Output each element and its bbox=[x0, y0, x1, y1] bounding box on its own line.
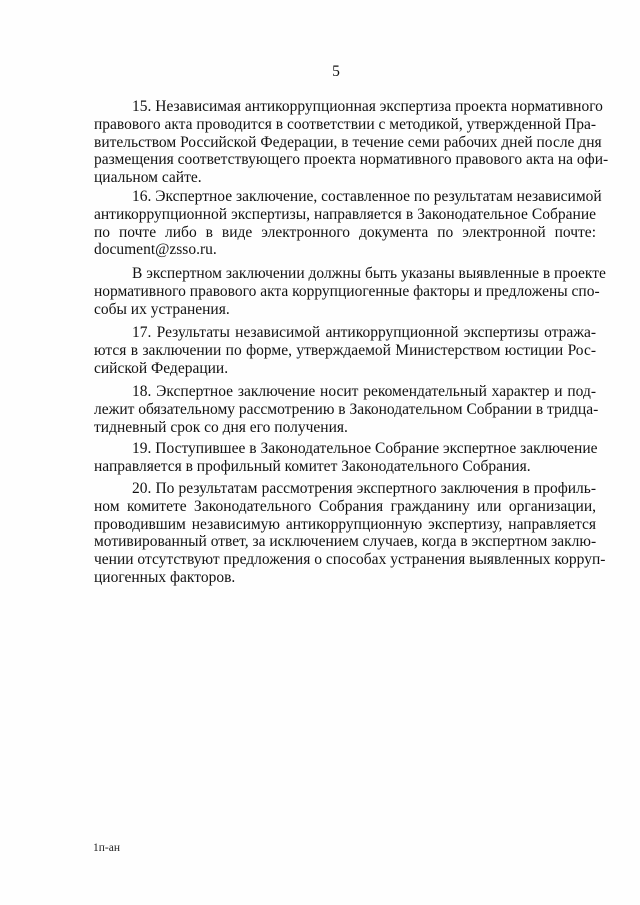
paragraph-line: В экспертном заключении должны быть указаны выявленные в проекте bbox=[132, 265, 606, 282]
paragraph-line: сийской Федерации. bbox=[94, 359, 229, 377]
page-number: 5 bbox=[332, 63, 340, 80]
paragraph-19 bbox=[94, 440, 596, 476]
paragraph-line: чении отсутствуют предложения о способах устранения выявленных корруп- bbox=[94, 551, 606, 569]
paragraph-line: тидневный срок со дня его получения. bbox=[94, 418, 348, 436]
paragraph-line: правового акта проводится в соответствии с методикой, утвержденной Пра- bbox=[94, 115, 596, 133]
paragraph-line: 17. Результаты независимой антикоррупционной экспертизы отража- bbox=[132, 324, 596, 341]
paragraph-line: нормативного правового акта коррупциогенные факторы и предложены спо- bbox=[94, 282, 600, 300]
paragraph-line: лежит обязательному рассмотрению в Законодательном Собрании в тридца- bbox=[94, 400, 599, 418]
paragraph-line: циогенных факторов. bbox=[94, 568, 236, 586]
paragraph-line: циальном сайте. bbox=[94, 169, 202, 187]
paragraph-line: 18. Экспертное заключение носит рекомендательный характер и под- bbox=[132, 383, 596, 400]
paragraph-line: вительством Российской Федерации, в течение семи рабочих дней после дня bbox=[94, 133, 602, 151]
paragraph-line: антикоррупционной экспертизы, направляется в Законодательное Собрание bbox=[94, 205, 596, 223]
paragraph-line: 20. По результатам рассмотрения экспертного заключения в профиль- bbox=[132, 480, 596, 497]
footer-code: 1п-ан bbox=[93, 842, 120, 854]
paragraph-line: ются в заключении по форме, утверждаемой Министерством юстиции Рос- bbox=[94, 341, 596, 359]
paragraph-line: мотивированный ответ, за исключением случаев, когда в экспертном заклю- bbox=[94, 533, 597, 551]
paragraph-line: собы их устранения. bbox=[94, 300, 230, 318]
paragraph-line: 16. Экспертное заключение, составленное по результатам независимой bbox=[132, 188, 602, 205]
paragraph-line: document@zsso.ru. bbox=[94, 241, 217, 259]
paragraph-line: ном комитете Законодательного Собрания гражданину или организации, bbox=[94, 497, 596, 515]
paragraph-line: 15. Независимая антикоррупционная экспертиза проекта нормативного bbox=[132, 98, 603, 115]
paragraph-18 bbox=[94, 383, 599, 436]
paragraph-17 bbox=[94, 324, 596, 377]
paragraph-16 bbox=[94, 188, 602, 259]
paragraph-expert-conclusion-requirements bbox=[94, 265, 606, 318]
paragraph-line: направляется в профильный комитет Законодательного Собрания. bbox=[94, 457, 531, 475]
paragraph-20 bbox=[94, 480, 606, 587]
paragraph-line: проводившим независимую антикоррупционную экспертизу, направляется bbox=[94, 515, 596, 533]
paragraph-15 bbox=[94, 98, 609, 187]
paragraph-line: 19. Поступившее в Законодательное Собрание экспертное заключение bbox=[132, 440, 598, 457]
paragraph-line: размещения соответствующего проекта нормативного правового акта на офи- bbox=[94, 151, 609, 169]
paragraph-line: по почте либо в виде электронного документа по электронной почте: bbox=[94, 223, 596, 241]
